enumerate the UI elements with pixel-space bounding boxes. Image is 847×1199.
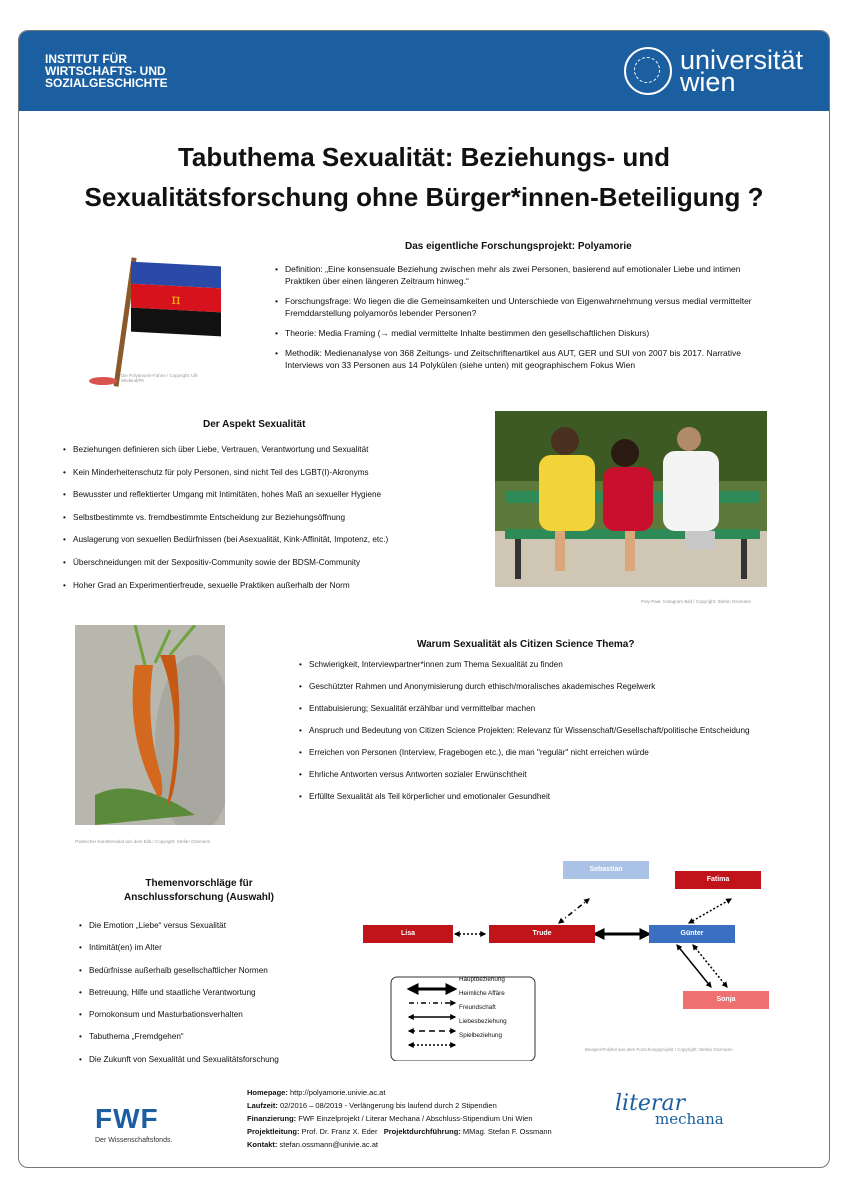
- poster: [18, 30, 830, 1168]
- citizen-bullet: • Anspruch und Bedeutung von Citizen Science Projekten: Relevanz für Wissenschaft/Gesellschaft/politische Entscheidung: [299, 725, 769, 737]
- institute-logo: [45, 53, 168, 89]
- node-fatima: Fatima: [675, 871, 761, 889]
- node-guenter: Günter: [649, 925, 735, 943]
- topics-heading-line-2: Anschlussforschung (Auswahl): [123, 892, 274, 903]
- university-logo: [624, 47, 803, 95]
- fwf-subtitle: Der Wissenschaftsfonds.: [95, 1137, 173, 1144]
- edge-guenter-sonja-spiel: [693, 945, 727, 987]
- topics-bullets: [79, 915, 359, 1071]
- university-seal-icon: [624, 47, 672, 95]
- footer-info: [247, 1086, 552, 1151]
- project-bullet: • Definition: „Eine konsensuale Beziehung zwischen mehr als zwei Personen, basierend auf emotionaler Liebe und intimen Praktiken über einen längeren Zeitraum hinweg.“: [275, 263, 777, 287]
- node-lisa: Lisa: [363, 925, 453, 943]
- project-bullet: • Methodik: Medienanalyse von 368 Zeitungs- und Zeitschriftenartikel aus AUT, GER und SUI von 2007 bis 2017. Narrative Interviews von 33 Personen aus 14 Polykülen (siehe unten) mit geographischem Fokus Wien: [275, 347, 777, 371]
- institute-line-2: WIRTSCHAFTS- UND: [45, 64, 166, 78]
- topics-heading: [99, 877, 299, 905]
- topics-bullet: • Die Zukunft von Sexualität und Sexualitätsforschung: [79, 1049, 359, 1071]
- homepage-link[interactable]: http://polyamorie.univie.ac.at: [289, 1088, 386, 1097]
- legend-hauptbeziehung: Hauptbeziehung: [459, 976, 505, 983]
- title-line-2: Sexualitätsforschung ohne Bürger*innen-Beteiligung ?: [84, 182, 764, 212]
- citizen-bullet: • Enttabuisierung; Sexualität erzählbar und vermittelbar machen: [299, 703, 769, 715]
- laufzeit-value: 02/2016 – 08/2019 - Verlängerung bis laufend durch 2 Stipendien: [279, 1101, 497, 1110]
- topics-bullet: • Betreuung, Hilfe und staatliche Verantwortung: [79, 982, 359, 1004]
- mechana-text: mechana: [655, 1110, 724, 1128]
- durchfuehrung-value: MMag. Stefan F. Ossmann: [462, 1127, 552, 1136]
- legend-heimliche-affaere: Heimliche Affäre: [459, 990, 505, 997]
- kontakt-email[interactable]: stefan.ossmann@univie.ac.at: [279, 1140, 379, 1149]
- citizen-bullet: • Erfüllte Sexualität als Teil körperlicher und emotionaler Gesundheit: [299, 791, 769, 803]
- project-bullet: • Forschungsfrage: Wo liegen die die Gemeinsamkeiten und Unterschiede von Eigenwahrnehmung versus medial vermittelter Fremddarstellung polyamorös lebender Personen?: [275, 295, 777, 319]
- citizen-bullet: • Ehrliche Antworten versus Antworten sozialer Erwünschtheit: [299, 769, 769, 781]
- aspect-bullet: • Bewusster und reflektierter Umgang mit Intimitäten, hohes Maß an sexueller Hygiene: [63, 484, 493, 507]
- citizen-heading: Warum Sexualität als Citizen Science Thema?: [417, 639, 635, 650]
- couple-on-bench-photo: [495, 411, 767, 587]
- legend-spielbeziehung: Spielbeziehung: [459, 1032, 503, 1039]
- diagram-caption: Beispiel-Polykül aus dem Forschungsprojekt / Copyright: Stefan Ossmann: [585, 1047, 733, 1052]
- node-sonja: Sonja: [683, 991, 769, 1009]
- aspect-bullet: • Überschneidungen mit der Sexpositiv-Community sowie der BDSM-Community: [63, 552, 493, 575]
- carrots-photo-caption: Poetischer Karottensalat aus dem Bild / Copyright: Stefan Ossmann: [75, 839, 211, 844]
- edge-trude-sebastian: [559, 899, 589, 923]
- aspect-bullet: • Selbstbestimmte vs. fremdbestimmte Entscheidung zur Beziehungsöffnung: [63, 507, 493, 530]
- topics-bullet: • Tabuthema „Fremdgehen“: [79, 1026, 359, 1048]
- citizen-bullets: [299, 659, 769, 803]
- institute-line-3: SOZIALGESCHICHTE: [45, 76, 168, 90]
- topics-bullet: • Pornokonsum und Masturbationsverhalten: [79, 1004, 359, 1026]
- finanzierung-value: FWF Einzelprojekt / Literar Mechana / Abschluss-Stipendium Uni Wien: [298, 1114, 533, 1123]
- topics-bullet: • Bedürfnisse außerhalb gesellschaftlicher Normen: [79, 960, 359, 982]
- literar-text: literar: [615, 1091, 686, 1116]
- fwf-logo-text: FWF: [95, 1103, 159, 1134]
- leitung-value: Prof. Dr. Franz X. Eder: [301, 1127, 378, 1136]
- legend-freundschaft: Freundschaft: [459, 1004, 496, 1011]
- institute-line-1: INSTITUT FÜR: [45, 52, 127, 66]
- aspect-bullet: • Beziehungen definieren sich über Liebe, Vertrauen, Verantwortung und Sexualität: [63, 439, 493, 462]
- aspect-bullet: • Kein Minderheitenschutz für poly Personen, sind nicht Teil des LGBT(I)-Akronyms: [63, 462, 493, 485]
- aspect-bullet: • Auslagerung von sexuellen Bedürfnissen (bei Asexualität, Kink-Affinität, Impotenz, etc.): [63, 529, 493, 552]
- node-sebastian: Sebastian: [563, 861, 649, 879]
- topics-bullet: • Die Emotion „Liebe“ versus Sexualität: [79, 915, 359, 937]
- poster-title: [19, 137, 829, 217]
- citizen-bullet: • Schwierigkeit, Interviewpartner*innen zum Thema Sexualität zu finden: [299, 659, 769, 671]
- fwf-logo: [95, 1103, 172, 1144]
- legend-labels: [459, 973, 507, 1043]
- edge-guenter-sonja: [677, 945, 711, 987]
- laufzeit-label: Laufzeit:: [247, 1101, 278, 1110]
- project-bullet: • Theorie: Media Framing (→ medial vermittelte Inhalte bestimmen den gesellschaftlichen Diskurs): [275, 327, 777, 339]
- header-bar: [19, 31, 829, 111]
- aspect-bullets: [63, 439, 493, 597]
- uni-name-line-1: universität: [679, 45, 803, 75]
- kontakt-label: Kontakt:: [247, 1140, 278, 1149]
- project-heading: Das eigentliche Forschungsprojekt: Polyamorie: [405, 241, 632, 252]
- node-trude: Trude: [489, 925, 595, 943]
- topics-heading-line-1: Themenvorschläge für: [145, 878, 253, 889]
- project-bullets: [275, 263, 777, 371]
- topics-bullet: • Intimität(en) im Alter: [79, 937, 359, 959]
- flag-pi-symbol: π: [171, 291, 181, 309]
- flag-caption: Die Polyamorie-Fahne / Copyright: Ulli Wieland/PA: [121, 373, 198, 383]
- carrots-photo: [75, 625, 225, 825]
- citizen-bullet: • Geschützter Rahmen und Anonymisierung durch ethisch/moralisches akademisches Regelwerk: [299, 681, 769, 693]
- finanzierung-label: Finanzierung:: [247, 1114, 297, 1123]
- citizen-bullet: • Erreichen von Personen (Interview, Fragebogen etc.), die man "regulär" nicht erreichen würde: [299, 747, 769, 759]
- title-line-1: Tabuthema Sexualität: Beziehungs- und: [177, 142, 671, 172]
- aspect-heading: Der Aspekt Sexualität: [203, 419, 306, 430]
- bench-photo-caption: Poly-Paar, Instagram-Bild / Copyright: Stefan Ossmann: [641, 599, 752, 604]
- uni-name-line-2: wien: [679, 67, 736, 97]
- aspect-bullet: • Hoher Grad an Experimentierfreude, sexuelle Praktiken außerhalb der Norm: [63, 575, 493, 598]
- durchfuehrung-label: Projektdurchführung:: [383, 1127, 461, 1136]
- literar-mechana-logo: [615, 1091, 724, 1128]
- homepage-label: Homepage:: [247, 1088, 288, 1097]
- legend-liebesbeziehung: Liebesbeziehung: [459, 1018, 507, 1025]
- leitung-label: Projektleitung:: [247, 1127, 300, 1136]
- polyamory-flag-image: [81, 249, 221, 389]
- edge-guenter-fatima: [689, 899, 731, 923]
